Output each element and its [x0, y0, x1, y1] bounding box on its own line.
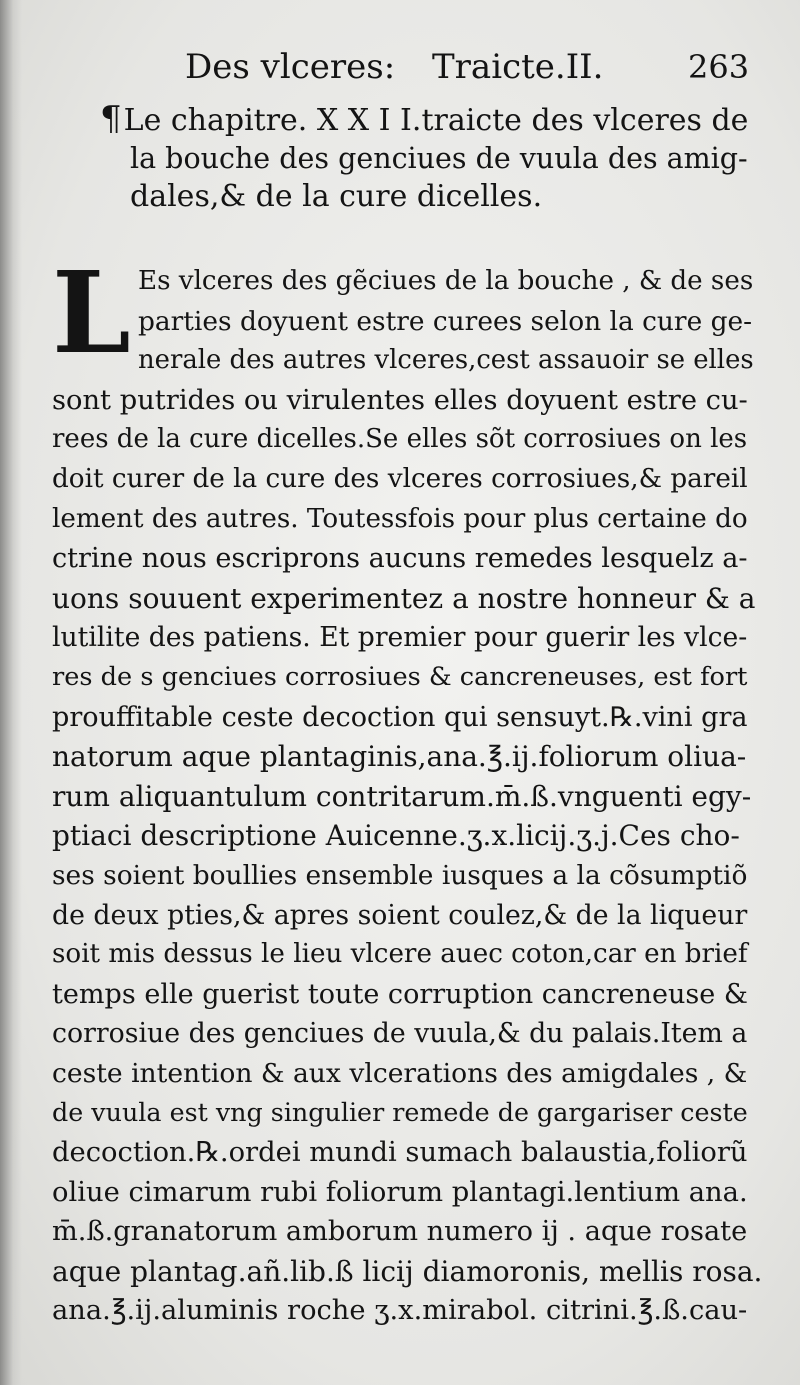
- chapter-heading: [100, 100, 760, 216]
- text-line: rum aliquantulum contritarum.m̄.ß.vnguenti egy-: [52, 779, 752, 813]
- chapter-heading-line: dales,& de la cure dicelles.: [130, 179, 543, 214]
- text-line: Es vlceres des gẽciues de la bouche , & de ses: [138, 266, 754, 296]
- text-line: temps elle guerist toute corruption cancreneuse &: [52, 978, 748, 1010]
- text-line: natorum aque plantaginis,ana.℥.ij.foliorum oliua-: [52, 740, 747, 774]
- text-line: nerale des autres vlceres,cest assauoir se elles: [138, 345, 754, 376]
- chapter-heading-line: la bouche des genciues de vuula des amig-: [130, 142, 748, 175]
- text-line: soit mis dessus le lieu vlcere auec coton,car en brief: [52, 939, 748, 970]
- page-header: [0, 42, 800, 92]
- text-line: ctrine nous escriprons aucuns remedes lesquelz a-: [52, 543, 748, 575]
- text-line: res de s genciues corrosiues & cancreneuses, est fort: [52, 661, 748, 692]
- text-line: prouffitable ceste decoction qui sensuyt.℞.vini gra: [52, 701, 748, 733]
- drop-cap: L: [52, 248, 131, 379]
- text-line: oliue cimarum rubi foliorum plantagi.lentium ana.: [52, 1176, 748, 1208]
- text-line: rees de la cure dicelles.Se elles sõt corrosiues on les: [52, 424, 748, 455]
- text-line: m̄.ß.granatorum amborum numero ij . aque rosate: [52, 1216, 748, 1248]
- text-line: de vuula est vng singulier remede de gargariser ceste: [52, 1097, 748, 1128]
- pilcrow-icon: ¶: [100, 99, 122, 139]
- gutter-shadow: [0, 0, 22, 1385]
- text-line: doit curer de la cure des vlceres corrosiues,& pareil: [52, 463, 748, 494]
- text-line: aque plantag.añ.lib.ß licij diamoronis, mellis rosa.: [52, 1254, 763, 1288]
- text-line: parties doyuent estre curees selon la cure ge-: [138, 305, 753, 337]
- text-line: lutilite des patiens. Et premier pour guerir les vlce-: [52, 622, 748, 654]
- chapter-heading-line: ¶Le chapitre. X X I I.traicte des vlceres de: [100, 99, 749, 139]
- text-line: ceste intention & aux vlcerations des amigdales , &: [52, 1057, 748, 1089]
- text-line: uons souuent experimentez a nostre honneur & a: [52, 581, 756, 615]
- running-title-left: Des vlceres:: [185, 47, 396, 87]
- text-line: decoction.℞.ordei mundi sumach balaustia,foliorũ: [52, 1137, 748, 1169]
- text-line: ana.℥.ij.aluminis roche ʒ.x.mirabol. citrini.℥.ß.cau-: [52, 1295, 748, 1327]
- text-line: ptiaci descriptione Auicenne.ʒ.x.licij.ʒ.j.Ces cho-: [52, 819, 740, 853]
- text-line: lement des autres. Toutessfois pour plus certaine do: [52, 503, 748, 534]
- running-title-right: Traicte.II.: [432, 47, 604, 87]
- text-line: sont putrides ou virulentes elles doyuent estre cu-: [52, 384, 748, 416]
- body-text: [52, 248, 763, 1331]
- text-line: corrosiue des genciues de vuula,& du palais.Item a: [52, 1018, 748, 1050]
- text-line: ses soient boullies ensemble iusques a la cõsumptiõ: [52, 859, 748, 891]
- text-line: de deux pties,& apres soient coulez,& de la liqueur: [52, 899, 748, 931]
- page-number: 263: [688, 48, 750, 86]
